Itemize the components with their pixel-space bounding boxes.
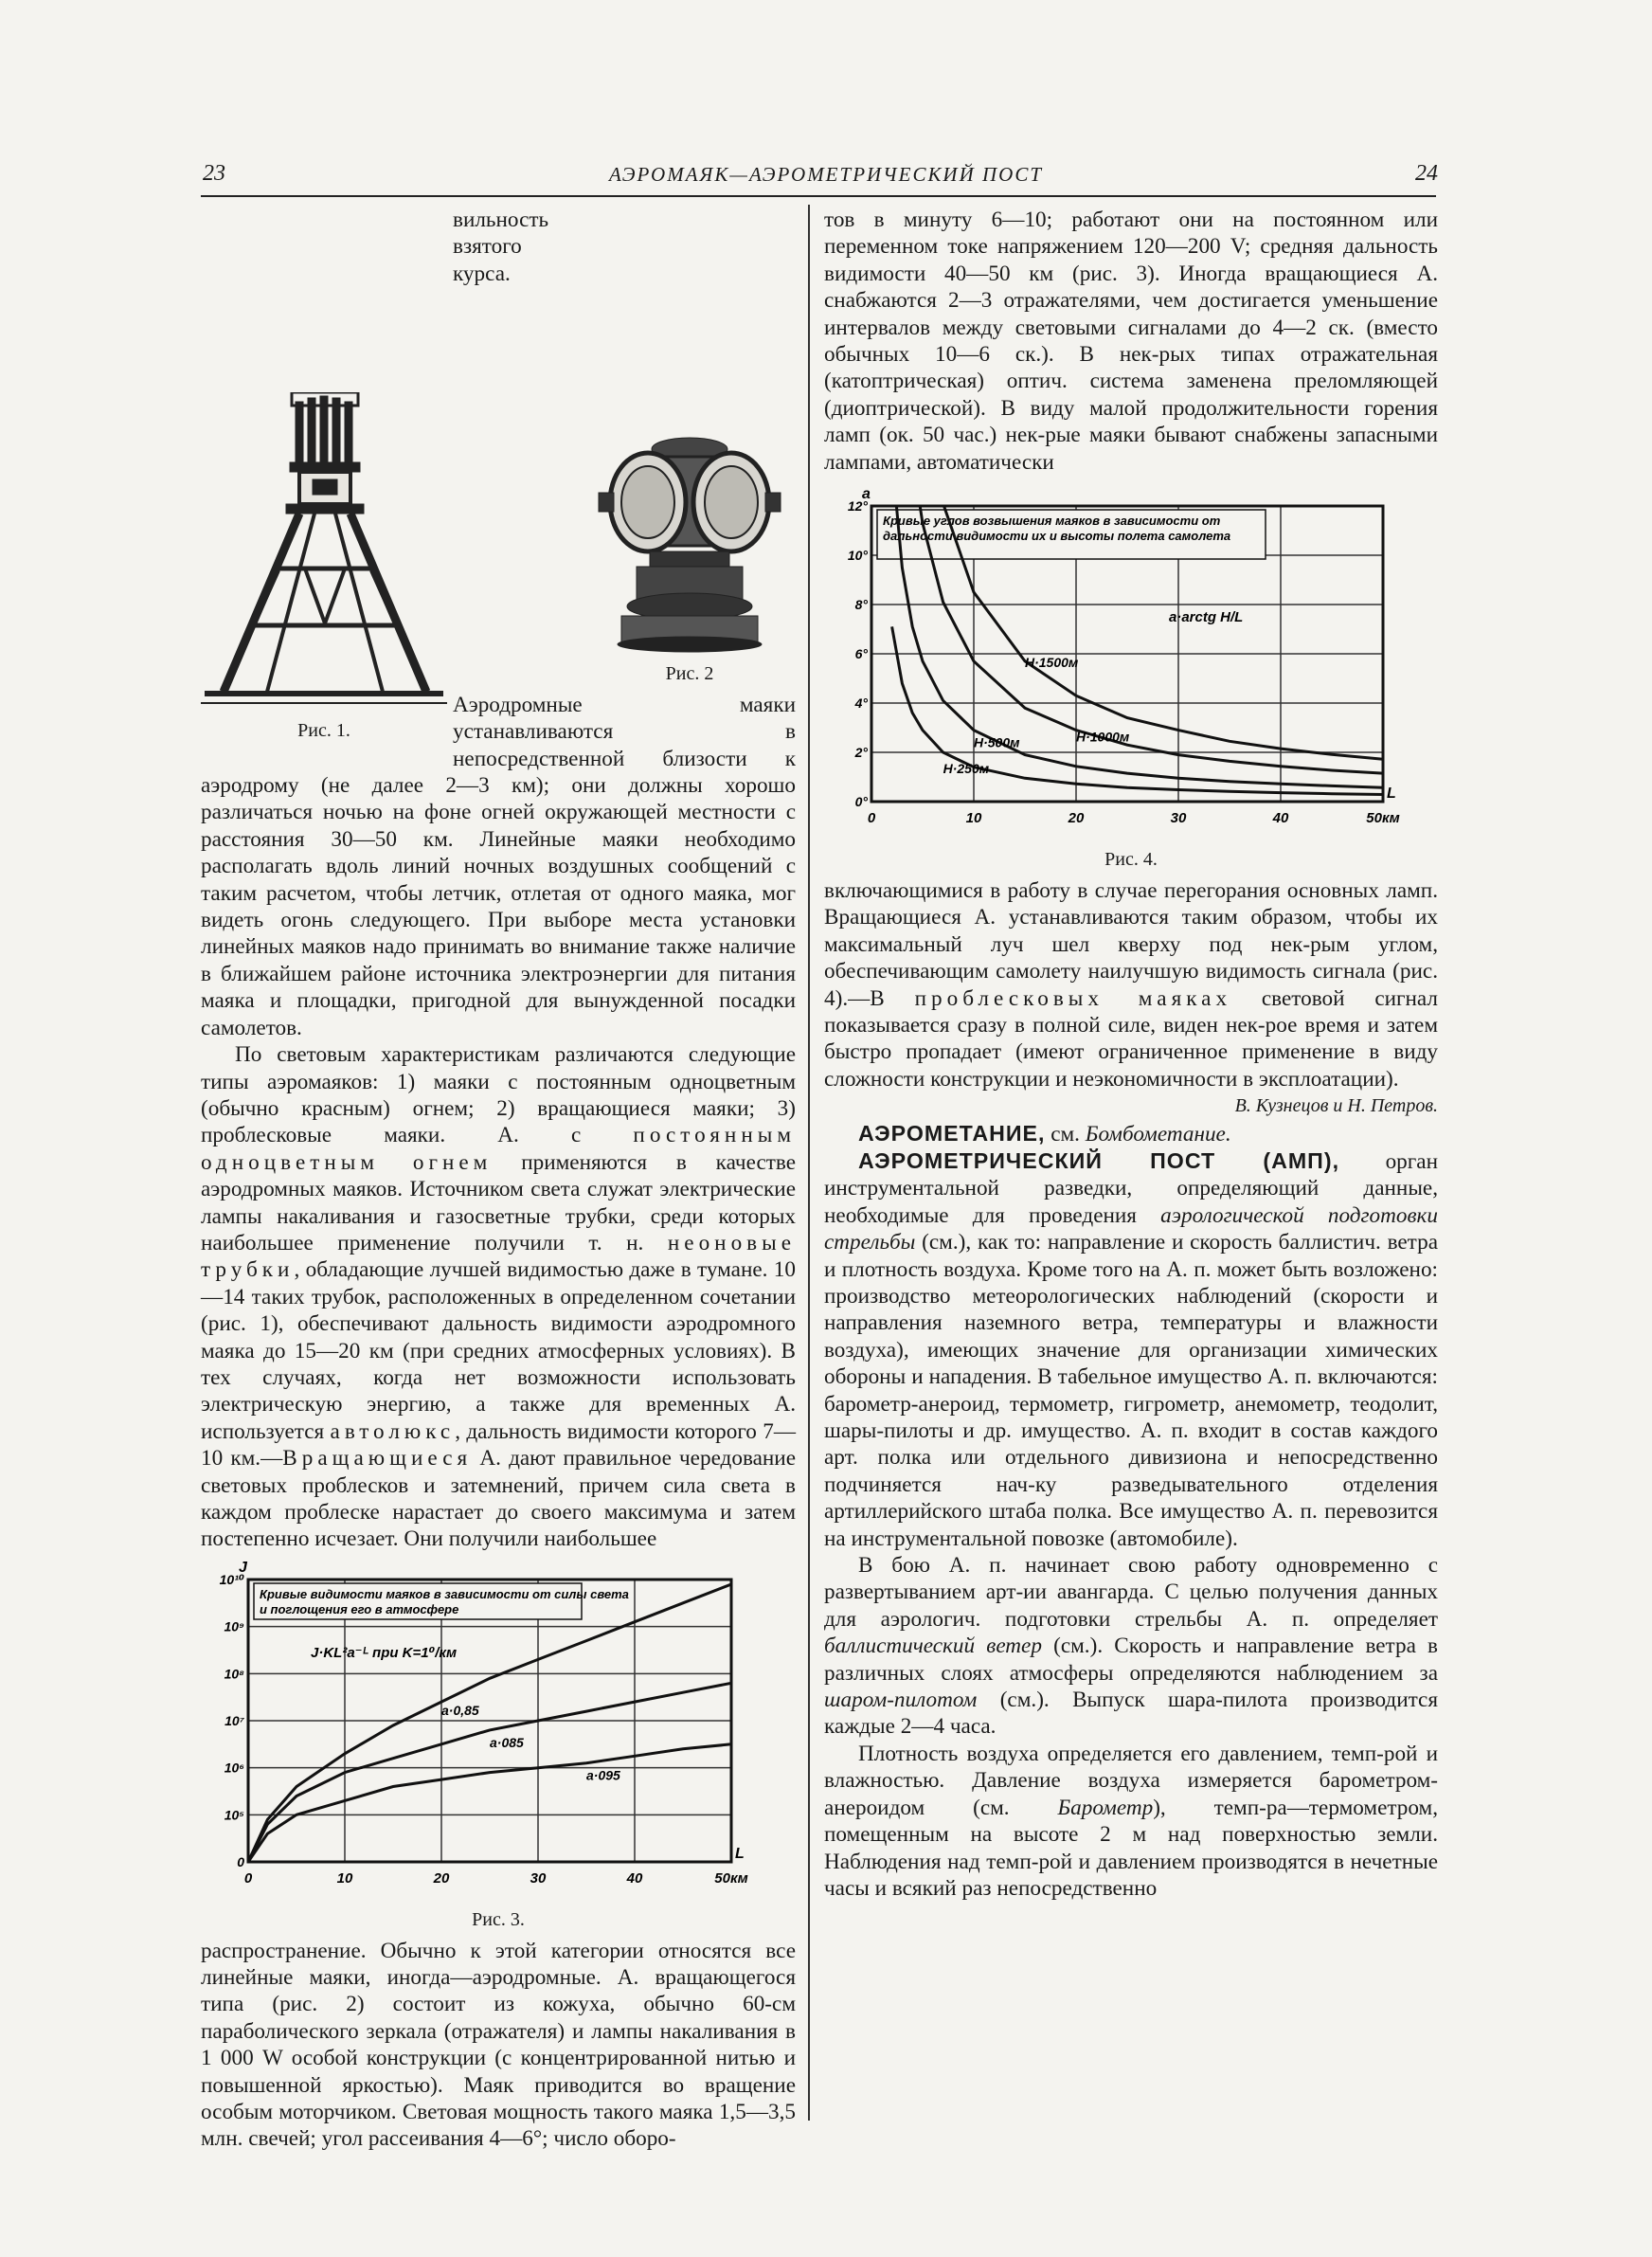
fig1-caption: Рис. 1. xyxy=(297,720,350,742)
chart-title-line: Кривые видимости маяков в зависимости от силы света xyxy=(260,1586,629,1601)
x-tick-label: 20 xyxy=(1068,810,1085,827)
chart-formula: a·arctg H/L xyxy=(1169,609,1244,626)
x-tick-label: 40 xyxy=(1272,810,1289,827)
fig1-beacon-tower xyxy=(201,392,447,711)
fig3-container xyxy=(201,1559,796,1934)
y-tick-label: 8° xyxy=(854,597,868,613)
right-paragraph-1: тов в минуту 6—10; работают они на постоянном или переменном токе напряжением 120—200 V; средняя дальность видимости 40—50 км (рис. 3). Иногда вращающиеся А. снабжаются 2—3 отражателями, чем достигается уменьшение интервалов между световыми сигналами до 4—2 ск. (вместо обычных 10—6 ск.). В нек-рых типах отражательная (катоптрическая) оптич. система заменена преломляющей (диоптрической). В виду малой продолжительности горения ламп (ок. 50 час.) нек-рые маяки бывают снабжены запасными лампами, автоматически xyxy=(824,208,1438,475)
spaced-term: постоянным одноцветным огнем xyxy=(201,1123,796,1175)
y-axis-label: a xyxy=(862,486,871,503)
page-number-left: 23 xyxy=(203,161,225,186)
spaced-term: Вращающиеся xyxy=(282,1446,473,1472)
y-tick-label: 0 xyxy=(237,1853,244,1869)
y-tick-label: 12° xyxy=(847,498,868,515)
left-column xyxy=(201,207,796,2153)
left-paragraph-3: распространение. Обычно к этой категории относятся все линейные маяки, иногда—аэродромные. А. вращающегося типа (рис. 2) состоит из кожуха, обычно 60-см параболического зеркала (отражателя) и лампы накаливания в 1 000 W особой конструкции (с концентрированной нитью и повышенной яркостью). Маяк приводится во вращение особым моторчиком. Световая мощность такого маяка 1,5—3,5 млн. свечей; угол рассеивания 4—6°; число оборо- xyxy=(201,1938,796,2152)
x-tick-label: 50км xyxy=(714,1869,748,1887)
y-tick-label: 10⁶ xyxy=(224,1760,244,1776)
spaced-term: проблесковых маяках xyxy=(914,985,1232,1011)
y-axis-label: J xyxy=(239,1559,247,1576)
y-tick-label: 10⁷ xyxy=(224,1712,244,1728)
series-line xyxy=(248,1744,731,1862)
running-head: АЭРОМАЯК—АЭРОМЕТРИЧЕСКИЙ ПОСТ xyxy=(608,163,1044,186)
page-number-right: 24 xyxy=(1415,161,1438,186)
series-label: a·0,85 xyxy=(441,1702,479,1718)
y-tick-label: 0° xyxy=(854,794,868,810)
fig2-caption: Рис. 2 xyxy=(665,663,714,685)
spaced-term: неоновые трубки xyxy=(201,1230,796,1283)
fig4-caption: Рис. 4. xyxy=(1104,849,1158,871)
chart-title-line: Кривые углов возвышения маяков в зависимости от xyxy=(883,514,1221,529)
series-label: H·500м xyxy=(974,734,1020,750)
fig2-rotating-beacon xyxy=(584,430,796,654)
left-paragraph-1: вильность взятого курса. Аэродромные маяки устанавливаются в непосредственной близости к аэродрому (не далее 2—3 км); они должны хорошо различаться ночью на фоне огней окружающей местности с расстояния 30—50 км. Линейные маяки необходимо располагать вдоль линий ночных воздушных сообщений с таким расчетом, чтобы летчик, отлетая от одного маяка, мог видеть огонь следующего. При выборе места установки линейных маяков надо принимать во внимание также наличие в ближайшем районе источника электроэнергии для питания маяка и площадки, пригодной для вынужденной посадки самолетов. xyxy=(201,208,796,1040)
header-rule xyxy=(201,195,1436,197)
column-divider xyxy=(808,205,810,2121)
cross-reference: Бомбометание. xyxy=(1085,1121,1231,1147)
x-tick-label: 0 xyxy=(867,810,876,827)
right-paragraph-2: включающимися в работу в случае перегорания основных ламп. Вращающиеся А. устанавливаются таким образом, чтобы их максимальный луч шел кверху под нек-рым углом, обеспечивающим самолету наилучшую видимость сигнала (рис. 4).—В проблесковых маяках световой сигнал показывается сразу в полной силе, виден нек-рое время и затем быстро пропадает (имеют ограниченное применение в виду сложности конструкции и неэкономичности в эксплоатации). xyxy=(824,877,1438,1092)
author-signature: В. Кузнецов и Н. Петров. xyxy=(1234,1095,1438,1117)
x-tick-label: 40 xyxy=(626,1869,643,1887)
series-label: H·250м xyxy=(943,761,990,777)
fig1-container xyxy=(201,392,447,745)
x-tick-label: 0 xyxy=(243,1869,253,1887)
headword: АЭРОМЕТРИЧЕСКИЙ ПОСТ (АМП), xyxy=(858,1147,1340,1173)
fig3-visibility-chart xyxy=(201,1559,796,1900)
y-tick-label: 10⁸ xyxy=(224,1666,244,1682)
y-tick-label: 2° xyxy=(854,745,868,761)
chart-title-line: и поглощения его в атмосфере xyxy=(260,1601,459,1616)
series-label: a·095 xyxy=(586,1767,620,1783)
x-axis-label: L xyxy=(1387,785,1396,803)
chart-title xyxy=(883,514,1230,543)
y-tick-label: 10¹⁰ xyxy=(219,1571,244,1587)
fig4-container xyxy=(824,479,1438,874)
cross-reference: баллистический ветер xyxy=(824,1634,1042,1659)
y-tick-label: 6° xyxy=(854,646,868,662)
x-tick-label: 20 xyxy=(433,1869,450,1887)
cross-reference: аэрологической подготовки стрельбы xyxy=(824,1202,1438,1255)
y-tick-label: 10⁵ xyxy=(224,1807,244,1823)
y-tick-label: 10° xyxy=(847,548,868,564)
chart-title-line: дальности видимости их и высоты полета самолета xyxy=(883,529,1231,544)
x-tick-label: 10 xyxy=(965,810,982,827)
cross-reference: шаром-пилотом xyxy=(824,1688,978,1713)
x-tick-label: 30 xyxy=(530,1869,547,1887)
entry-aerometanie: АЭРОМЕТАНИЕ, см. Бомбометание. xyxy=(858,1120,1231,1147)
chart-formula: J·KL²a⁻ᴸ при K=1⁰/км xyxy=(311,1644,458,1661)
right-paragraph-3: В бою А. п. начинает свою работу одновременно с развертыванием арт-ии авангарда. С целью получения данных для аэрологич. подготовки стрельбы А. п. определяет баллистический ветер (см.). Скорость и направление ветра в различных слоях атмосферы определяются наблюдением за шаром-пилотом (см.). Выпуск шара-пилота производится каждые 2—4 часа. xyxy=(824,1553,1438,1740)
fig4-elevation-chart xyxy=(824,479,1438,840)
right-paragraph-4: Плотность воздуха определяется его давлением, темп-рой и влажностью. Давление воздуха измеряется барометром-анероидом (см. Барометр), темп-ра—термометром, помещенным на высоте 2 м над поверхностью земли. Наблюдения над темп-рой и давлением производятся в нечетные часы и всякий раз непосредственно xyxy=(824,1741,1438,1901)
x-axis-label: L xyxy=(735,1845,745,1862)
left-paragraph-2: По световым характеристикам различаются следующие типы аэромаяков: 1) маяки с постоянным одноцветным (обычно красным) огнем; 2) вращающиеся маяки; 3) проблесковые маяки. А. с постоянным одноцветным огнем применяются в качестве аэродромных маяков. Источником света служат электрические лампы накаливания и газосветные трубки, среди которых наибольшее применение получили т. н. неоновые трубки, обладающие лучшей видимостью даже в тумане. 10—14 таких трубок, расположенных в определенном сочетании (рис. 1), обеспечивают дальность видимости аэродромного маяка до 15—20 км (при средних атмосферных условиях). В тех случаях, когда нет возможности использовать электрическую энергию, а также для временных А. используется автолюкс, дальность видимости которого 7—10 км.—Вращающиеся А. дают правильное чередование световых проблесков и затемнений, причем сила света в каждом проблеске нарастает до своего максимума и затем постепенно исчезает. Они получили наибольшее xyxy=(201,1042,797,1552)
series-label: H·1000м xyxy=(1076,729,1130,745)
series-label: H·1500м xyxy=(1025,654,1079,670)
fig3-caption: Рис. 3. xyxy=(472,1909,525,1931)
cross-reference: Барометр xyxy=(1057,1795,1154,1820)
x-tick-label: 10 xyxy=(336,1869,353,1887)
y-tick-label: 4° xyxy=(854,695,868,712)
headword: АЭРОМЕТАНИЕ, xyxy=(858,1120,1046,1146)
series-label: a·085 xyxy=(490,1734,524,1750)
right-column xyxy=(824,207,1438,1902)
x-tick-label: 50км xyxy=(1366,810,1400,827)
spaced-term: автолюкс xyxy=(330,1418,456,1444)
fig2-container xyxy=(584,430,796,688)
y-tick-label: 10⁹ xyxy=(224,1618,244,1634)
x-tick-label: 30 xyxy=(1170,810,1187,827)
entry-aerometric-post: АЭРОМЕТРИЧЕСКИЙ ПОСТ (АМП), орган инструментальной разведки, определяющий данные, необходимые для проведения аэрологической подготовки стрельбы (см.), как то: направление и скорость баллистич. ветра и плотность воздуха. Кроме того на А. п. может быть возложено: производство метеорологических наблюдений (скорости и направления наземного ветра, температуры и влажности воздуха), имеющих значение для организации химических обороны и нападения. В табельное имущество А. п. включаются: барометр-анероид, термометр, гигрометр, анемометр, теодолит, шары-пилоты и др. имущество. А. п. входит в состав каждого арт. полка или отдельного дивизиона и непосредственно подчиняется нач-ку разведывательного отделения артиллерийского штаба полка. Все имущество А. п. перевозится на инструментальной повозке (автомобиле). xyxy=(824,1147,1438,1551)
